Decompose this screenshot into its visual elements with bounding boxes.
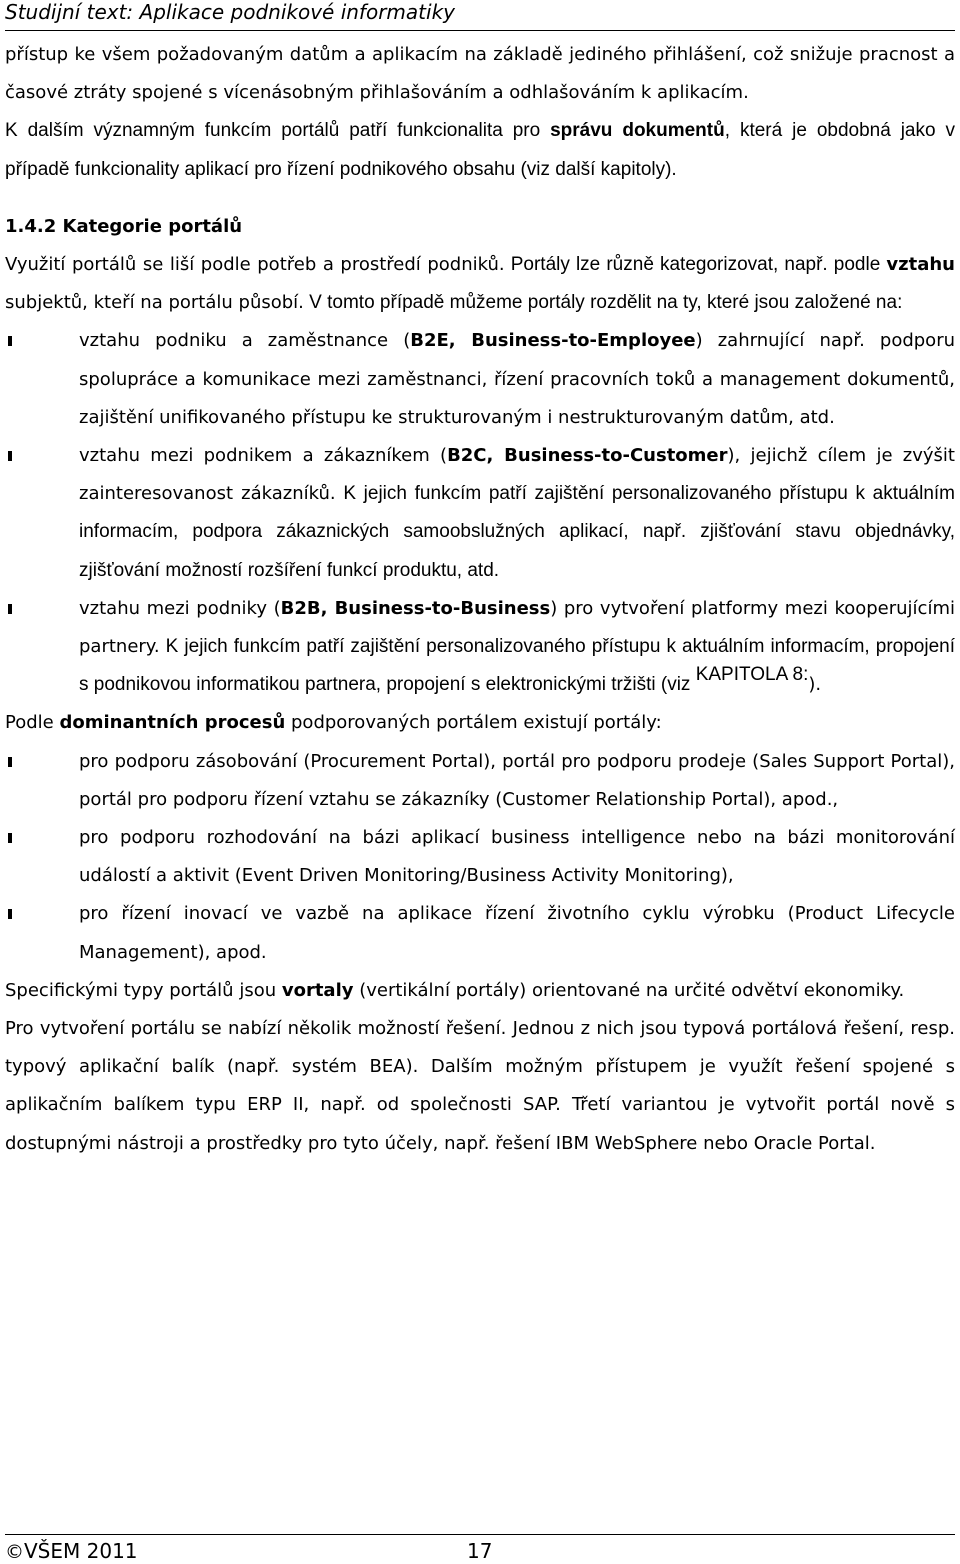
bullet-icon	[8, 909, 12, 919]
paragraph-dominant-processes: Podle dominantních procesů podporovaných portálem existují portály:	[5, 712, 662, 734]
copyright-icon: ©	[5, 1541, 24, 1563]
bullet-icon	[8, 757, 12, 767]
header-title: Studijní text: Aplikace podnikové informatiky	[5, 0, 455, 24]
running-header	[5, 0, 955, 31]
list-item: pro řízení inovací ve vazbě na aplikace řízení životního cyklu výrobku (Product Lifecycle Management), apod.	[5, 895, 955, 971]
page-footer	[5, 1534, 955, 1562]
term-document-management: správu dokumentů	[550, 120, 725, 142]
copyright: ©VŠEM 2011	[5, 1539, 138, 1563]
term-dominant-processes: dominantních procesů	[59, 712, 286, 734]
bullet-icon	[8, 336, 12, 346]
term-relationship: vztahu	[886, 254, 955, 276]
list-item: pro podporu rozhodování na bázi aplikací business intelligence nebo na bázi monitorování událostí a aktivit (Event Driven Monitoring/Business Activity Monitoring),	[5, 819, 955, 895]
paragraph-single-sign-on: přístup ke všem požadovaným datům a aplikacím na základě jediného přihlášení, což snižuje pracnost a časové ztráty spojené s vícenásobným přihlašováním a odhlašováním k aplikacím.	[5, 44, 955, 104]
bullet-icon	[8, 604, 12, 614]
paragraph-document-management: K dalším významným funkcím portálů patří funkcionalita pro správu dokumentů, která je obdobná jako v případě funkcionality aplikací pro řízení podnikového obsahu (viz další kapitoly).	[5, 120, 955, 180]
term-vortals: vortaly	[281, 979, 354, 1001]
paragraph-vortals: Specifickými typy portálů jsou vortaly (vertikální portály) orientované na určité odvětví ekonomiky.	[5, 979, 905, 1001]
paragraph-portal-categories: Využití portálů se liší podle potřeb a prostředí podniků. Portály lze různě kategorizovat, např. podle vztahu subjektů, kteří na portálu působí. V tomto případě můžeme portály rozdělit na ty, které jsou založené na:	[5, 254, 955, 314]
list-item: pro podporu zásobování (Procurement Portal), portál pro podporu prodeje (Sales Support Portal), portál pro podporu řízení vztahu se zákazníky (Customer Relationship Portal), apod.,	[5, 743, 955, 819]
process-list	[5, 743, 955, 972]
bullet-icon	[8, 833, 12, 843]
page-content	[5, 36, 955, 1163]
list-item: vztahu mezi podnikem a zákazníkem (B2C, Business-to-Customer), jejichž cílem je zvýšit zainteresovanost zákazníků. K jejich funkcím patří zajištění personalizovaného přístupu k aktuálním informacím, podpora zákaznických samoobslužných aplikací, např. zjišťování stavu objednávky, zjišťování možností rozšíření funkcí produktu, atd.	[5, 437, 955, 590]
relationship-list	[5, 322, 955, 704]
section-heading: 1.4.2 Kategorie portálů	[5, 215, 243, 237]
bullet-icon	[8, 451, 12, 461]
paragraph-portal-solutions: Pro vytvoření portálu se nabízí několik možností řešení. Jednou z nich jsou typová portálová řešení, resp. typový aplikační balík (např. systém BEA). Dalším možným přístupem je využít řešení spojené s aplikačním balíkem typu ERP II, např. od společnosti SAP. Třetí variantou je vytvořit portál nově s dostupnými nástroji a prostředky pro tyto účely, např. řešení IBM WebSphere nebo Oracle Portal.	[5, 1018, 955, 1154]
chapter-reference[interactable]: KAPITOLA 8:	[695, 664, 809, 686]
page-number: 17	[467, 1539, 493, 1563]
list-item: vztahu mezi podniky (B2B, Business-to-Business) pro vytvoření platformy mezi kooperujícími partnery. K jejich funkcím patří zajištění personalizovaného přístupu k aktuálním informacím, propojení s podnikovou informatikou partnera, propojení s elektronickými tržišti (viz $^{KAPITOLA 8:}$).	[5, 590, 955, 705]
list-item: vztahu podniku a zaměstnance (B2E, Business-to-Employee) zahrnující např. podporu spolupráce a komunikace mezi zaměstnanci, řízení pracovních toků a management dokumentů, zajištění unifikovaného přístupu ke strukturovaným i nestrukturovaným datům, atd.	[5, 322, 955, 437]
